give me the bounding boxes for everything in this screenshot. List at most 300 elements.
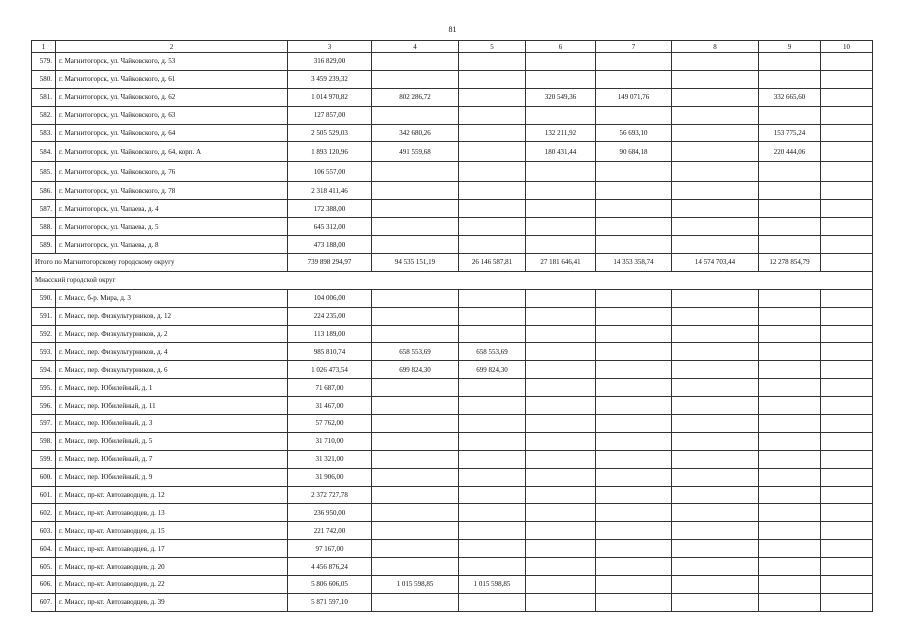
value-col-3: 1 893 120,96 bbox=[288, 142, 372, 162]
value-col-8 bbox=[672, 289, 759, 307]
address-cell: г. Магнитогорск, ул. Чайковского, д. 63 bbox=[56, 106, 288, 124]
value-col-8 bbox=[672, 142, 759, 162]
table-row bbox=[32, 325, 873, 343]
value-col-10 bbox=[821, 397, 873, 415]
table-row bbox=[32, 450, 873, 468]
value-col-8 bbox=[672, 325, 759, 343]
value-col-9 bbox=[759, 558, 821, 576]
value-col-4: 802 286,72 bbox=[372, 88, 459, 106]
value-col-9 bbox=[759, 593, 821, 611]
value-col-4 bbox=[372, 218, 459, 236]
row-number: 584. bbox=[32, 142, 56, 162]
value-col-3: 4 456 876,24 bbox=[288, 558, 372, 576]
total-label: Итого по Магнитогорскому городскому округу bbox=[32, 254, 288, 272]
total-value-col-7: 14 353 358,74 bbox=[596, 254, 672, 272]
value-col-3: 31 467,00 bbox=[288, 397, 372, 415]
table-row bbox=[32, 576, 873, 594]
table-row bbox=[32, 70, 873, 88]
value-col-3: 3 459 239,32 bbox=[288, 70, 372, 88]
value-col-5 bbox=[459, 522, 526, 540]
column-header: 1 bbox=[32, 41, 56, 53]
value-col-6 bbox=[526, 236, 596, 254]
value-col-5 bbox=[459, 397, 526, 415]
value-col-4 bbox=[372, 415, 459, 433]
value-col-8 bbox=[672, 504, 759, 522]
value-col-4 bbox=[372, 70, 459, 88]
address-cell: г. Миасс, пр-кт. Автозаводцев, д. 15 bbox=[56, 522, 288, 540]
total-value-col-5: 26 146 587,81 bbox=[459, 254, 526, 272]
value-col-3: 113 189,00 bbox=[288, 325, 372, 343]
value-col-9 bbox=[759, 522, 821, 540]
value-col-7 bbox=[596, 504, 672, 522]
value-col-3: 2 318 411,46 bbox=[288, 182, 372, 200]
row-number: 604. bbox=[32, 540, 56, 558]
value-col-6 bbox=[526, 504, 596, 522]
value-col-3: 221 742,00 bbox=[288, 522, 372, 540]
value-col-10 bbox=[821, 142, 873, 162]
value-col-9 bbox=[759, 218, 821, 236]
value-col-8 bbox=[672, 361, 759, 379]
value-col-10 bbox=[821, 468, 873, 486]
value-col-8 bbox=[672, 124, 759, 142]
value-col-3: 172 388,00 bbox=[288, 200, 372, 218]
address-cell: г. Миасс, пер. Физкультурников, д. 12 bbox=[56, 307, 288, 325]
total-row bbox=[32, 254, 873, 272]
row-number: 581. bbox=[32, 88, 56, 106]
address-cell: г. Магнитогорск, ул. Чайковского, д. 76 bbox=[56, 162, 288, 182]
table-row bbox=[32, 162, 873, 182]
value-col-8 bbox=[672, 200, 759, 218]
row-number: 590. bbox=[32, 289, 56, 307]
value-col-10 bbox=[821, 325, 873, 343]
value-col-5 bbox=[459, 504, 526, 522]
value-col-9: 220 444,06 bbox=[759, 142, 821, 162]
address-cell: г. Миасс, пер. Юбилейный, д. 5 bbox=[56, 432, 288, 450]
value-col-4 bbox=[372, 289, 459, 307]
address-cell: г. Магнитогорск, ул. Чайковского, д. 62 bbox=[56, 88, 288, 106]
value-col-5 bbox=[459, 450, 526, 468]
value-col-5: 699 824,30 bbox=[459, 361, 526, 379]
column-header: 4 bbox=[372, 41, 459, 53]
row-number: 599. bbox=[32, 450, 56, 468]
address-cell: г. Миасс, пер. Юбилейный, д. 3 bbox=[56, 415, 288, 433]
value-col-5 bbox=[459, 162, 526, 182]
value-col-4 bbox=[372, 468, 459, 486]
value-col-10 bbox=[821, 343, 873, 361]
value-col-10 bbox=[821, 124, 873, 142]
address-cell: г. Миасс, пр-кт. Автозаводцев, д. 20 bbox=[56, 558, 288, 576]
value-col-5 bbox=[459, 70, 526, 88]
value-col-3: 1 014 970,82 bbox=[288, 88, 372, 106]
value-col-10 bbox=[821, 504, 873, 522]
value-col-10 bbox=[821, 200, 873, 218]
value-col-6 bbox=[526, 70, 596, 88]
value-col-10 bbox=[821, 307, 873, 325]
table-row bbox=[32, 361, 873, 379]
value-col-6 bbox=[526, 218, 596, 236]
value-col-10 bbox=[821, 558, 873, 576]
value-col-5 bbox=[459, 88, 526, 106]
column-header: 10 bbox=[821, 41, 873, 53]
row-number: 601. bbox=[32, 486, 56, 504]
table-row bbox=[32, 522, 873, 540]
value-col-7 bbox=[596, 432, 672, 450]
value-col-7 bbox=[596, 558, 672, 576]
value-col-10 bbox=[821, 593, 873, 611]
value-col-7 bbox=[596, 325, 672, 343]
value-col-7: 56 693,10 bbox=[596, 124, 672, 142]
value-col-4 bbox=[372, 379, 459, 397]
value-col-10 bbox=[821, 218, 873, 236]
value-col-5 bbox=[459, 53, 526, 71]
value-col-9 bbox=[759, 106, 821, 124]
address-cell: г. Миасс, пер. Физкультурников, д. 2 bbox=[56, 325, 288, 343]
value-col-8 bbox=[672, 450, 759, 468]
value-col-7 bbox=[596, 486, 672, 504]
value-col-6 bbox=[526, 432, 596, 450]
value-col-6 bbox=[526, 325, 596, 343]
value-col-10 bbox=[821, 162, 873, 182]
value-col-5 bbox=[459, 540, 526, 558]
value-col-9 bbox=[759, 182, 821, 200]
value-col-7 bbox=[596, 162, 672, 182]
total-value-col-8: 14 574 703,44 bbox=[672, 254, 759, 272]
value-col-10 bbox=[821, 182, 873, 200]
value-col-3: 1 026 473,54 bbox=[288, 361, 372, 379]
value-col-10 bbox=[821, 540, 873, 558]
value-col-3: 31 906,00 bbox=[288, 468, 372, 486]
value-col-7 bbox=[596, 415, 672, 433]
value-col-3: 316 829,00 bbox=[288, 53, 372, 71]
value-col-4 bbox=[372, 236, 459, 254]
value-col-6 bbox=[526, 162, 596, 182]
value-col-4 bbox=[372, 182, 459, 200]
value-col-3: 2 505 529,03 bbox=[288, 124, 372, 142]
table-row bbox=[32, 558, 873, 576]
value-col-7 bbox=[596, 593, 672, 611]
value-col-5 bbox=[459, 307, 526, 325]
table-row bbox=[32, 53, 873, 71]
row-number: 582. bbox=[32, 106, 56, 124]
address-cell: г. Миасс, пер. Юбилейный, д. 11 bbox=[56, 397, 288, 415]
value-col-9 bbox=[759, 289, 821, 307]
value-col-3: 106 557,00 bbox=[288, 162, 372, 182]
value-col-10 bbox=[821, 53, 873, 71]
value-col-3: 985 810,74 bbox=[288, 343, 372, 361]
value-col-4 bbox=[372, 558, 459, 576]
value-col-4: 342 680,26 bbox=[372, 124, 459, 142]
value-col-9 bbox=[759, 450, 821, 468]
value-col-3: 57 762,00 bbox=[288, 415, 372, 433]
table-row bbox=[32, 540, 873, 558]
value-col-9 bbox=[759, 415, 821, 433]
table-row bbox=[32, 88, 873, 106]
value-col-7 bbox=[596, 576, 672, 594]
value-col-4 bbox=[372, 162, 459, 182]
value-col-6: 180 431,44 bbox=[526, 142, 596, 162]
column-header: 3 bbox=[288, 41, 372, 53]
value-col-8 bbox=[672, 307, 759, 325]
value-col-4 bbox=[372, 106, 459, 124]
value-col-9 bbox=[759, 343, 821, 361]
table-row bbox=[32, 468, 873, 486]
row-number: 589. bbox=[32, 236, 56, 254]
row-number: 596. bbox=[32, 397, 56, 415]
value-col-5 bbox=[459, 593, 526, 611]
value-col-9: 153 775,24 bbox=[759, 124, 821, 142]
value-col-5 bbox=[459, 142, 526, 162]
total-value-col-9: 12 278 854,79 bbox=[759, 254, 821, 272]
value-col-5 bbox=[459, 182, 526, 200]
row-number: 598. bbox=[32, 432, 56, 450]
address-cell: г. Магнитогорск, ул. Чайковского, д. 64 bbox=[56, 124, 288, 142]
value-col-4 bbox=[372, 397, 459, 415]
value-col-8 bbox=[672, 70, 759, 88]
value-col-10 bbox=[821, 415, 873, 433]
value-col-4: 1 015 598,85 bbox=[372, 576, 459, 594]
value-col-9 bbox=[759, 325, 821, 343]
value-col-10 bbox=[821, 88, 873, 106]
address-cell: г. Миасс, пр-кт. Автозаводцев, д. 13 bbox=[56, 504, 288, 522]
value-col-10 bbox=[821, 106, 873, 124]
value-col-5 bbox=[459, 558, 526, 576]
value-col-8 bbox=[672, 182, 759, 200]
value-col-4 bbox=[372, 522, 459, 540]
value-col-8 bbox=[672, 343, 759, 361]
value-col-3: 31 710,00 bbox=[288, 432, 372, 450]
value-col-10 bbox=[821, 522, 873, 540]
value-col-8 bbox=[672, 593, 759, 611]
value-col-6 bbox=[526, 486, 596, 504]
value-col-9 bbox=[759, 162, 821, 182]
value-col-9 bbox=[759, 576, 821, 594]
row-number: 591. bbox=[32, 307, 56, 325]
value-col-6 bbox=[526, 361, 596, 379]
value-col-3: 236 950,00 bbox=[288, 504, 372, 522]
column-header: 2 bbox=[56, 41, 288, 53]
value-col-3: 473 188,00 bbox=[288, 236, 372, 254]
value-col-10 bbox=[821, 450, 873, 468]
value-col-6 bbox=[526, 53, 596, 71]
row-number: 580. bbox=[32, 70, 56, 88]
value-col-9 bbox=[759, 504, 821, 522]
value-col-8 bbox=[672, 415, 759, 433]
value-col-3: 5 871 597,10 bbox=[288, 593, 372, 611]
value-col-4 bbox=[372, 593, 459, 611]
value-col-4 bbox=[372, 432, 459, 450]
address-cell: г. Миасс, пр-кт. Автозаводцев, д. 22 bbox=[56, 576, 288, 594]
address-cell: г. Магнитогорск, ул. Чайковского, д. 78 bbox=[56, 182, 288, 200]
value-col-5 bbox=[459, 325, 526, 343]
address-cell: г. Миасс, пер. Юбилейный, д. 1 bbox=[56, 379, 288, 397]
value-col-8 bbox=[672, 432, 759, 450]
value-col-5 bbox=[459, 486, 526, 504]
section-title: Миасский городской округ bbox=[32, 271, 873, 289]
value-col-10 bbox=[821, 379, 873, 397]
row-number: 592. bbox=[32, 325, 56, 343]
value-col-6 bbox=[526, 593, 596, 611]
value-col-10 bbox=[821, 486, 873, 504]
table-row bbox=[32, 379, 873, 397]
value-col-3: 31 321,00 bbox=[288, 450, 372, 468]
column-header: 7 bbox=[596, 41, 672, 53]
value-col-6 bbox=[526, 540, 596, 558]
value-col-5 bbox=[459, 106, 526, 124]
value-col-9: 332 665,60 bbox=[759, 88, 821, 106]
value-col-4 bbox=[372, 307, 459, 325]
value-col-6 bbox=[526, 415, 596, 433]
value-col-3: 104 006,00 bbox=[288, 289, 372, 307]
value-col-10 bbox=[821, 70, 873, 88]
table-row bbox=[32, 397, 873, 415]
row-number: 579. bbox=[32, 53, 56, 71]
table-row bbox=[32, 504, 873, 522]
value-col-4 bbox=[372, 325, 459, 343]
value-col-10 bbox=[821, 361, 873, 379]
value-col-8 bbox=[672, 88, 759, 106]
value-col-7 bbox=[596, 182, 672, 200]
value-col-6 bbox=[526, 522, 596, 540]
value-col-7 bbox=[596, 289, 672, 307]
value-col-5: 1 015 598,85 bbox=[459, 576, 526, 594]
value-col-9 bbox=[759, 70, 821, 88]
value-col-4 bbox=[372, 200, 459, 218]
value-col-5 bbox=[459, 379, 526, 397]
value-col-4 bbox=[372, 53, 459, 71]
value-col-7: 90 684,18 bbox=[596, 142, 672, 162]
value-col-3: 71 687,00 bbox=[288, 379, 372, 397]
address-cell: г. Магнитогорск, ул. Чайковского, д. 64, корп. А bbox=[56, 142, 288, 162]
row-number: 585. bbox=[32, 162, 56, 182]
column-header: 8 bbox=[672, 41, 759, 53]
value-col-9 bbox=[759, 540, 821, 558]
column-number-row bbox=[32, 41, 873, 53]
value-col-7 bbox=[596, 540, 672, 558]
table-row bbox=[32, 486, 873, 504]
address-cell: г. Миасс, пр-кт. Автозаводцев, д. 12 bbox=[56, 486, 288, 504]
value-col-3: 645 312,00 bbox=[288, 218, 372, 236]
value-col-4: 699 824,30 bbox=[372, 361, 459, 379]
value-col-3: 97 167,00 bbox=[288, 540, 372, 558]
row-number: 607. bbox=[32, 593, 56, 611]
value-col-7: 149 071,76 bbox=[596, 88, 672, 106]
value-col-5 bbox=[459, 200, 526, 218]
value-col-6 bbox=[526, 558, 596, 576]
column-header: 5 bbox=[459, 41, 526, 53]
table-row bbox=[32, 218, 873, 236]
value-col-8 bbox=[672, 53, 759, 71]
row-number: 602. bbox=[32, 504, 56, 522]
value-col-3: 2 372 727,78 bbox=[288, 486, 372, 504]
value-col-10 bbox=[821, 576, 873, 594]
row-number: 587. bbox=[32, 200, 56, 218]
address-cell: г. Миасс, пр-кт. Автозаводцев, д. 39 bbox=[56, 593, 288, 611]
value-col-6 bbox=[526, 307, 596, 325]
row-number: 583. bbox=[32, 124, 56, 142]
row-number: 594. bbox=[32, 361, 56, 379]
value-col-7 bbox=[596, 70, 672, 88]
value-col-4 bbox=[372, 504, 459, 522]
value-col-8 bbox=[672, 486, 759, 504]
value-col-8 bbox=[672, 379, 759, 397]
value-col-7 bbox=[596, 53, 672, 71]
value-col-5 bbox=[459, 432, 526, 450]
value-col-5 bbox=[459, 468, 526, 486]
value-col-5 bbox=[459, 236, 526, 254]
value-col-6 bbox=[526, 343, 596, 361]
column-header: 9 bbox=[759, 41, 821, 53]
column-header: 6 bbox=[526, 41, 596, 53]
value-col-4: 491 559,68 bbox=[372, 142, 459, 162]
value-col-8 bbox=[672, 218, 759, 236]
value-col-6 bbox=[526, 397, 596, 415]
value-col-9 bbox=[759, 468, 821, 486]
value-col-3: 5 806 606,05 bbox=[288, 576, 372, 594]
value-col-6 bbox=[526, 289, 596, 307]
address-cell: г. Миасс, пер. Юбилейный, д. 9 bbox=[56, 468, 288, 486]
value-col-10 bbox=[821, 432, 873, 450]
total-value-col-4: 94 535 151,19 bbox=[372, 254, 459, 272]
value-col-7 bbox=[596, 450, 672, 468]
address-cell: г. Миасс, пер. Юбилейный, д. 7 bbox=[56, 450, 288, 468]
value-col-9 bbox=[759, 397, 821, 415]
value-col-8 bbox=[672, 540, 759, 558]
value-col-5 bbox=[459, 415, 526, 433]
table-row bbox=[32, 182, 873, 200]
value-col-5 bbox=[459, 218, 526, 236]
value-col-7 bbox=[596, 200, 672, 218]
value-col-7 bbox=[596, 522, 672, 540]
value-col-8 bbox=[672, 468, 759, 486]
row-number: 603. bbox=[32, 522, 56, 540]
address-cell: г. Миасс, пр-кт. Автозаводцев, д. 17 bbox=[56, 540, 288, 558]
register-table bbox=[31, 40, 873, 612]
value-col-6: 132 211,92 bbox=[526, 124, 596, 142]
value-col-7 bbox=[596, 307, 672, 325]
value-col-5 bbox=[459, 289, 526, 307]
row-number: 593. bbox=[32, 343, 56, 361]
value-col-6 bbox=[526, 182, 596, 200]
table-row bbox=[32, 142, 873, 162]
value-col-5 bbox=[459, 124, 526, 142]
table-row bbox=[32, 593, 873, 611]
value-col-3: 127 857,00 bbox=[288, 106, 372, 124]
row-number: 606. bbox=[32, 576, 56, 594]
value-col-7 bbox=[596, 397, 672, 415]
value-col-4 bbox=[372, 540, 459, 558]
value-col-5: 658 553,69 bbox=[459, 343, 526, 361]
table-row bbox=[32, 432, 873, 450]
row-number: 588. bbox=[32, 218, 56, 236]
value-col-9 bbox=[759, 379, 821, 397]
row-number: 597. bbox=[32, 415, 56, 433]
address-cell: г. Миасс, пер. Физкультурников, д. 6 bbox=[56, 361, 288, 379]
value-col-7 bbox=[596, 379, 672, 397]
value-col-8 bbox=[672, 522, 759, 540]
value-col-7 bbox=[596, 106, 672, 124]
value-col-8 bbox=[672, 558, 759, 576]
table-row bbox=[32, 124, 873, 142]
table-row bbox=[32, 106, 873, 124]
value-col-10 bbox=[821, 236, 873, 254]
value-col-9 bbox=[759, 432, 821, 450]
address-cell: г. Миасс, б-р. Мира, д. 3 bbox=[56, 289, 288, 307]
value-col-8 bbox=[672, 162, 759, 182]
address-cell: г. Магнитогорск, ул. Чапаева, д. 5 bbox=[56, 218, 288, 236]
value-col-9 bbox=[759, 307, 821, 325]
value-col-4 bbox=[372, 486, 459, 504]
value-col-6 bbox=[526, 450, 596, 468]
